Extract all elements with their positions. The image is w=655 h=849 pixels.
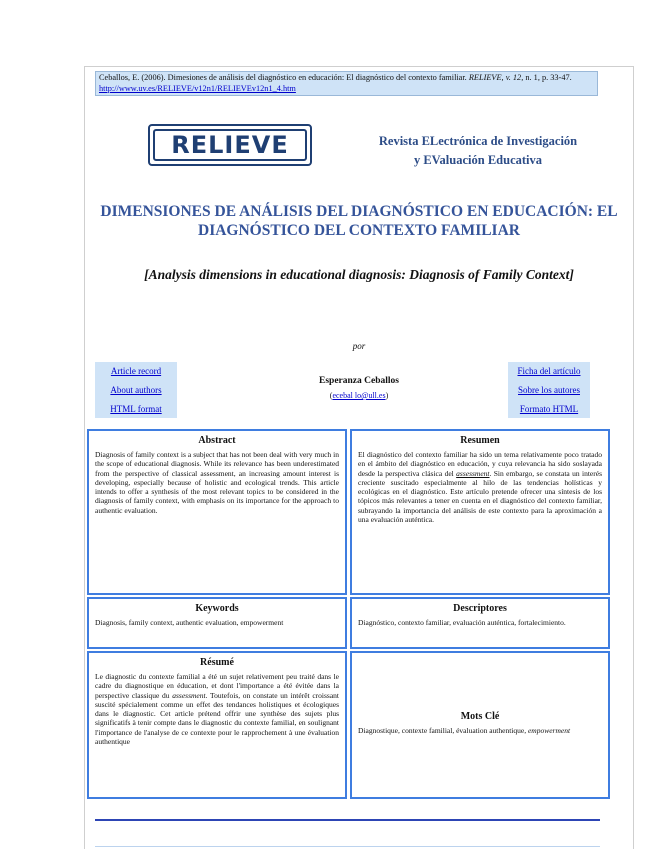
- author-name: Esperanza Ceballos: [319, 376, 399, 386]
- resume-fr-heading: Résumé: [200, 657, 234, 668]
- resume-fr-term: assessment: [172, 690, 206, 700]
- citation-box: [95, 71, 598, 96]
- article-record-link[interactable]: Article record: [110, 366, 162, 377]
- footer-rule: [95, 846, 600, 847]
- citation-text: Ceballos, E. (2006). Dimesiones de análisis del diagnóstico en educación: El diagnóstico del contexto familiar.: [99, 73, 467, 82]
- formato-html-link[interactable]: Formato HTML: [519, 403, 579, 414]
- citation-journal: RELIEVE, v. 12: [468, 73, 522, 82]
- resumen-text-before: El diagnóstico del contexto familiar ha sido un tema relativamente poco tratado en el ámbito del diagnóstico en educación, y cuya relevancia ha sido soslayada desde la perspectiva clásica del: [358, 450, 602, 478]
- abstract-text: Diagnosis of family context is a subject that has not been deal with very much in the scope of educational diagnosis. While its relevance has been underestimated from the perspective of classical assessment, an increasing amount interest is developing, especially because of holistic and ecological trends. This article intends to offer a synthesis of the most relevant topics to be considered in the diagnosis of family context, with emphasis on its importance for the approach to authentic evaluation.: [95, 450, 339, 515]
- article-title: DIMENSIONES DE ANÁLISIS DEL DIAGNÓSTICO EN EDUCACIÓN: EL DIAGNÓSTICO DEL CONTEXTO FAMILIAR: [100, 203, 618, 239]
- relieve-logo-text: RELIEVE: [153, 129, 307, 161]
- resume-fr-box: [87, 651, 347, 799]
- citation-issue: , n. 1, p. 33-47.: [521, 73, 572, 82]
- resumen-heading: Resumen: [460, 435, 500, 446]
- divider-rule: [95, 819, 600, 821]
- journal-title-line1: Revista ELectrónica de Investigación: [378, 134, 578, 148]
- por-label: por: [352, 341, 366, 351]
- html-format-link[interactable]: HTML format: [110, 403, 162, 414]
- resumen-text-after: . Sin embargo, se constata un interés creciente suscitado especialmente al hilo de las tendencias holísticas y ecológicas en el diagnóstico. Este artículo pretende ofrecer una síntesis de los tópicos más relevantes a tener en cuenta en el diagnóstico del contexto familiar, subrayando la importancia del análisis de este contexto para la aproximación a una evaluación auténtica.: [358, 468, 603, 525]
- mots-cle-text-main: Diagnostique, contexte familial, évaluation authentique,: [358, 726, 528, 735]
- author-email-link[interactable]: ecebal lo@ull.es: [332, 391, 386, 400]
- left-links: [95, 362, 177, 418]
- sobre-autores-link[interactable]: Sobre los autores: [518, 384, 580, 395]
- descriptores-heading: Descriptores: [453, 603, 507, 614]
- abstract-box: [87, 429, 347, 595]
- resumen-term: assessment: [456, 468, 490, 478]
- resumen-box: [350, 429, 610, 595]
- abstract-heading: Abstract: [198, 435, 236, 446]
- descriptores-box: [350, 597, 610, 649]
- author-email-wrap: (ecebal lo@ull.es): [329, 391, 389, 400]
- mots-cle-term: empowerment: [527, 726, 571, 735]
- journal-title: [347, 132, 609, 170]
- resume-fr-text-after: . Toutefois, on constate un intérêt croissant suscité spécialement comme un effet des tendances holistiques et écologiques dans le diagnostic. Cet article prétend offrir une synthèse des sujets plus significatifs à tenir compte dans le diagnostic du contexte familial, en soulignant l'importance de l'analyse de ce contexte pour le rapprochement à une évaluation authentique: [95, 690, 339, 747]
- relieve-logo: [148, 124, 312, 166]
- resume-fr-text: [95, 672, 339, 746]
- journal-title-line2: y EValuación Educativa: [413, 153, 543, 167]
- citation-url-link[interactable]: http://www.uv.es/RELIEVE/v12n1/RELIEVEv12n1_4.htm: [99, 83, 296, 93]
- paper-page: [84, 66, 634, 849]
- resume-fr-text-before: Le diagnostic du contexte familial a été un sujet relativement peu traité dans le cadre du diagnostique en éducation, et dont l'importance a été évitée dans la perspective classique du: [95, 672, 339, 700]
- keywords-box: [87, 597, 347, 649]
- mots-cle-text: [358, 726, 602, 735]
- about-authors-link[interactable]: About authors: [110, 384, 162, 395]
- mots-cle-box: [350, 651, 610, 799]
- keywords-heading: Keywords: [195, 603, 239, 614]
- descriptores-text: Diagnóstico, contexto familiar, evaluación auténtica, fortalecimiento.: [358, 618, 566, 627]
- mots-cle-heading: Mots Clé: [460, 711, 500, 722]
- right-links: [508, 362, 590, 418]
- resumen-text: [358, 450, 602, 524]
- keywords-text: Diagnosis, family context, authentic evaluation, empowerment: [95, 618, 284, 627]
- ficha-articulo-link[interactable]: Ficha del artículo: [517, 366, 581, 377]
- article-subtitle: [Analysis dimensions in educational diagnosis: Diagnosis of Family Context]: [144, 267, 574, 282]
